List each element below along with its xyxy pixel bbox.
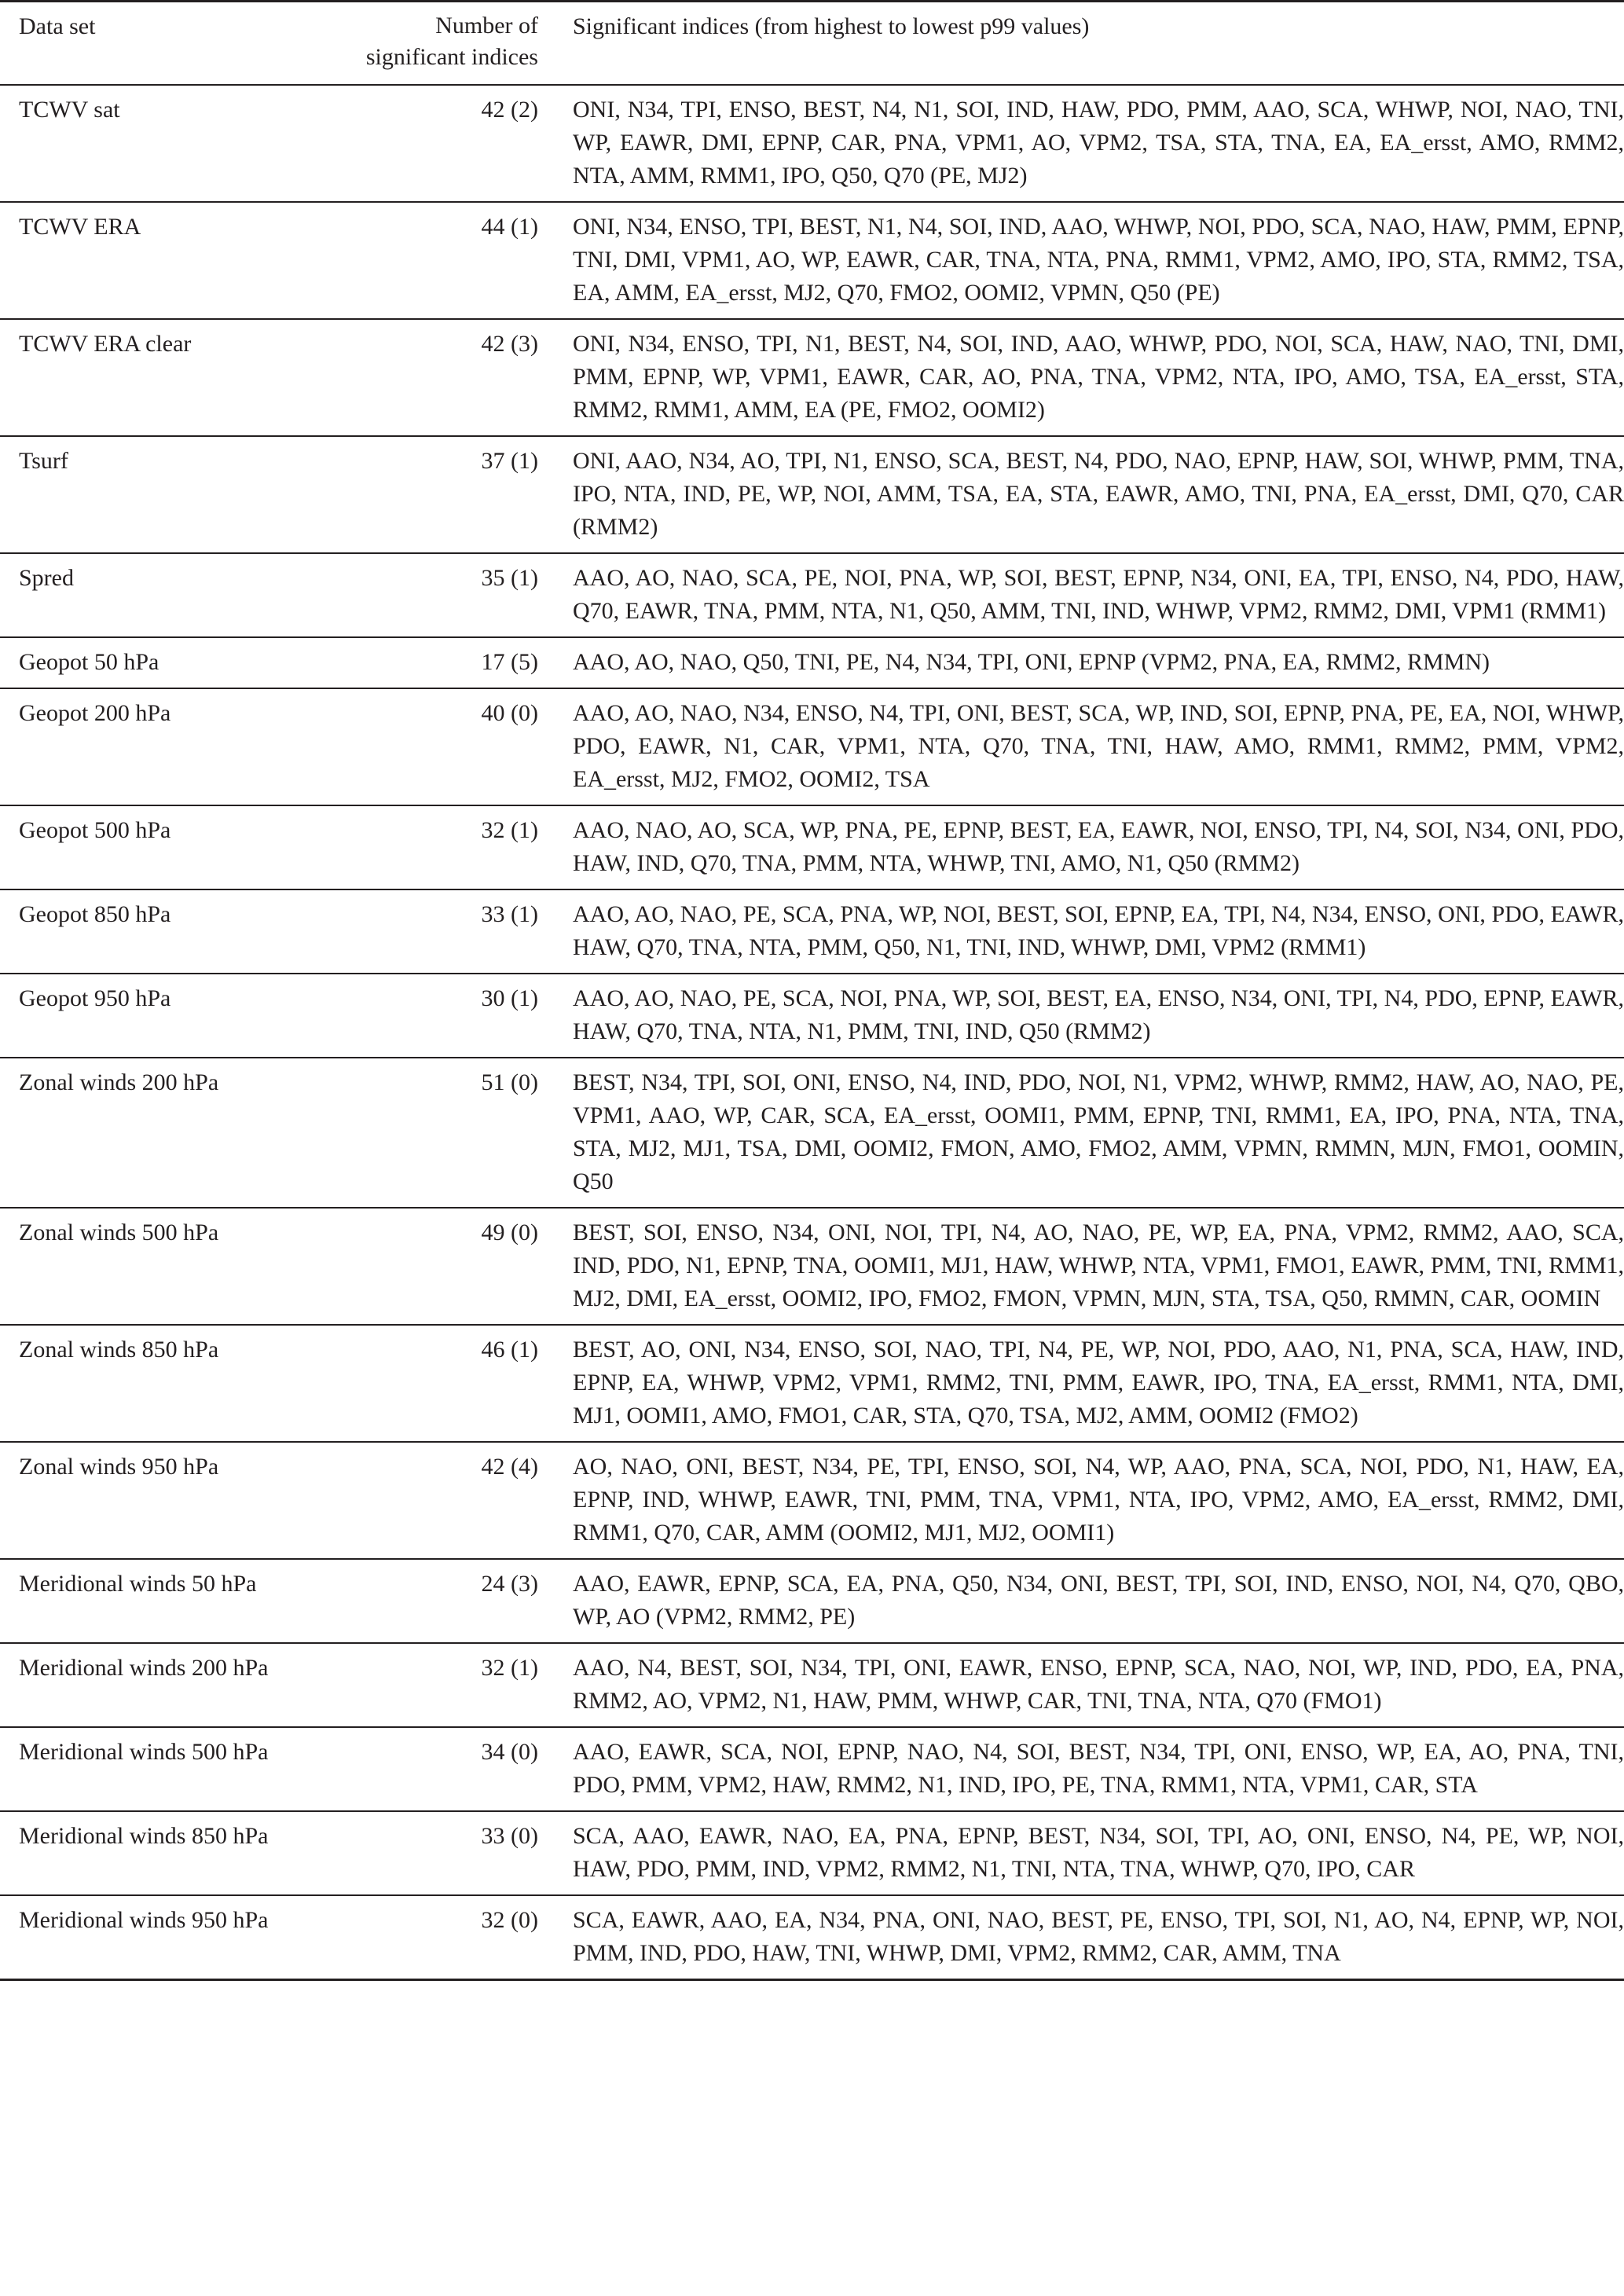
dataset-cell: Zonal winds 200 hPa	[19, 1069, 219, 1095]
dataset-cell: Meridional winds 850 hPa	[19, 1823, 269, 1849]
dataset-cell: Tsurf	[19, 448, 68, 474]
dataset-cell: Geopot 50 hPa	[19, 649, 159, 675]
count-cell: 40 (0)	[481, 700, 538, 726]
header-dataset: Data set	[0, 2, 326, 86]
count-cell: 32 (0)	[481, 1907, 538, 1933]
table-row	[0, 637, 1624, 688]
dataset-cell: Geopot 500 hPa	[19, 817, 171, 843]
count-cell: 44 (1)	[481, 214, 538, 240]
dataset-cell: TCWV ERA	[19, 214, 141, 240]
count-cell: 32 (1)	[481, 817, 538, 843]
indices-cell: ONI, N34, ENSO, TPI, BEST, N1, N4, SOI, IND, AAO, WHWP, NOI, PDO, SCA, NAO, HAW, PMM, EPNP, TNI, DMI, VPM1, AO, WP, EAWR, CAR, TNA, NTA, PNA, RMM1, VPM2, AMO, IPO, STA, RMM2, TSA, EA, AMM, EA_ersst, MJ2, Q70, FMO2, OOMI2, VPMN, Q50 (PE)	[573, 214, 1624, 306]
table-row	[0, 805, 1624, 889]
dataset-cell: Zonal winds 850 hPa	[19, 1337, 219, 1363]
header-indices: Significant indices (from highest to lowest p99 values)	[562, 2, 1624, 86]
dataset-cell: Meridional winds 200 hPa	[19, 1655, 269, 1681]
indices-cell: AAO, AO, NAO, PE, SCA, PNA, WP, NOI, BEST, SOI, EPNP, EA, TPI, N4, N34, ENSO, ONI, PDO, EAWR, HAW, Q70, TNA, NTA, PMM, Q50, N1, TNI, IND, WHWP, DMI, VPM2 (RMM1)	[573, 901, 1624, 960]
table-row	[0, 889, 1624, 974]
indices-cell: ONI, N34, TPI, ENSO, BEST, N4, N1, SOI, IND, HAW, PDO, PMM, AAO, SCA, WHWP, NOI, NAO, TNI, WP, EAWR, DMI, EPNP, CAR, PNA, VPM1, AO, VPM2, TSA, STA, TNA, EA, EA_ersst, AMO, RMM2, NTA, AMM, RMM1, IPO, Q50, Q70 (PE, MJ2)	[573, 97, 1624, 189]
count-cell: 42 (2)	[481, 97, 538, 123]
table-row	[0, 436, 1624, 553]
count-cell: 32 (1)	[481, 1655, 538, 1681]
indices-cell: ONI, N34, ENSO, TPI, N1, BEST, N4, SOI, IND, AAO, WHWP, PDO, NOI, SCA, HAW, NAO, TNI, DMI, PMM, EPNP, WP, VPM1, EAWR, CAR, AO, PNA, TNA, VPM2, NTA, IPO, AMO, TSA, EA_ersst, STA, RMM2, RMM1, AMM, EA (PE, FMO2, OOMI2)	[573, 331, 1624, 423]
table-row	[0, 319, 1624, 436]
indices-cell: AAO, EAWR, EPNP, SCA, EA, PNA, Q50, N34, ONI, BEST, TPI, SOI, IND, ENSO, NOI, N4, Q70, QBO, WP, AO (VPM2, RMM2, PE)	[573, 1571, 1624, 1630]
dataset-cell: Meridional winds 50 hPa	[19, 1571, 257, 1597]
table-row	[0, 85, 1624, 202]
dataset-cell: Geopot 950 hPa	[19, 985, 171, 1011]
table-row	[0, 1058, 1624, 1208]
table-row	[0, 1811, 1624, 1895]
dataset-cell: Geopot 200 hPa	[19, 700, 171, 726]
count-cell: 51 (0)	[481, 1069, 538, 1095]
count-cell: 17 (5)	[481, 649, 538, 675]
table-row	[0, 202, 1624, 319]
table-row	[0, 1559, 1624, 1643]
table-body	[0, 85, 1624, 1980]
indices-cell: BEST, SOI, ENSO, N34, ONI, NOI, TPI, N4, AO, NAO, PE, WP, EA, PNA, VPM2, RMM2, AAO, SCA, IND, PDO, N1, EPNP, TNA, OOMI1, MJ1, HAW, WHWP, NTA, VPM1, FMO1, EAWR, PMM, TNI, RMM1, MJ2, DMI, EA_ersst, OOMI2, IPO, FMO2, FMON, VPMN, MJN, STA, TSA, Q50, RMMN, CAR, OOMIN	[573, 1220, 1624, 1311]
table-row	[0, 1442, 1624, 1559]
indices-cell: AAO, N4, BEST, SOI, N34, TPI, ONI, EAWR, ENSO, EPNP, SCA, NAO, NOI, WP, IND, PDO, EA, PNA, RMM2, AO, VPM2, N1, HAW, PMM, WHWP, CAR, TNI, TNA, NTA, Q70 (FMO1)	[573, 1655, 1624, 1714]
table-header	[0, 2, 1624, 86]
dataset-cell: TCWV sat	[19, 97, 120, 123]
count-cell: 42 (3)	[481, 331, 538, 357]
dataset-cell: Geopot 850 hPa	[19, 901, 171, 927]
table-row	[0, 1727, 1624, 1811]
indices-cell: SCA, EAWR, AAO, EA, N34, PNA, ONI, NAO, BEST, PE, ENSO, TPI, SOI, N1, AO, N4, EPNP, WP, NOI, PMM, IND, PDO, HAW, TNI, WHWP, DMI, VPM2, RMM2, CAR, AMM, TNA	[573, 1907, 1624, 1966]
table-row	[0, 1325, 1624, 1442]
count-cell: 30 (1)	[481, 985, 538, 1011]
header-count	[326, 2, 562, 86]
table-row	[0, 553, 1624, 637]
dataset-cell: Meridional winds 500 hPa	[19, 1739, 269, 1765]
indices-cell: BEST, AO, ONI, N34, ENSO, SOI, NAO, TPI, N4, PE, WP, NOI, PDO, AAO, N1, PNA, SCA, HAW, IND, EPNP, EA, WHWP, VPM2, VPM1, RMM2, TNI, PMM, EAWR, IPO, TNA, EA_ersst, RMM1, NTA, DMI, MJ1, OOMI1, AMO, FMO1, CAR, STA, Q70, TSA, MJ2, AMM, OOMI2 (FMO2)	[573, 1337, 1624, 1429]
table-row	[0, 1643, 1624, 1727]
dataset-cell: Zonal winds 950 hPa	[19, 1454, 219, 1480]
indices-cell: AO, NAO, ONI, BEST, N34, PE, TPI, ENSO, SOI, N4, WP, AAO, PNA, SCA, NOI, PDO, N1, HAW, EA, EPNP, IND, WHWP, EAWR, TNI, PMM, TNA, VPM1, NTA, IPO, VPM2, AMO, EA_ersst, RMM2, DMI, RMM1, Q70, CAR, AMM (OOMI2, MJ1, MJ2, OOMI1)	[573, 1454, 1624, 1546]
dataset-cell: TCWV ERA clear	[19, 331, 192, 357]
indices-cell: BEST, N34, TPI, SOI, ONI, ENSO, N4, IND, PDO, NOI, N1, VPM2, WHWP, RMM2, HAW, AO, NAO, PE, VPM1, AAO, WP, CAR, SCA, EA_ersst, OOMI1, PMM, EPNP, TNI, RMM1, EA, IPO, PNA, NTA, TNA, STA, MJ2, MJ1, TSA, DMI, OOMI2, FMON, AMO, FMO2, AMM, VPMN, RMMN, MJN, FMO1, OOMIN, Q50	[573, 1069, 1624, 1194]
count-cell: 42 (4)	[481, 1454, 538, 1480]
dataset-cell: Meridional winds 950 hPa	[19, 1907, 269, 1933]
dataset-cell: Zonal winds 500 hPa	[19, 1220, 219, 1245]
count-cell: 37 (1)	[481, 448, 538, 474]
count-cell: 34 (0)	[481, 1739, 538, 1765]
indices-cell: SCA, AAO, EAWR, NAO, EA, PNA, EPNP, BEST, N34, SOI, TPI, AO, ONI, ENSO, N4, PE, WP, NOI, HAW, PDO, PMM, IND, VPM2, RMM2, N1, TNI, NTA, TNA, WHWP, Q70, IPO, CAR	[573, 1823, 1624, 1882]
indices-cell: AAO, AO, NAO, N34, ENSO, N4, TPI, ONI, BEST, SCA, WP, IND, SOI, EPNP, PNA, PE, EA, NOI, WHWP, PDO, EAWR, N1, CAR, VPM1, NTA, Q70, TNA, TNI, HAW, AMO, RMM1, RMM2, PMM, VPM2, EA_ersst, MJ2, FMO2, OOMI2, TSA	[573, 700, 1624, 792]
count-cell: 49 (0)	[481, 1220, 538, 1245]
indices-cell: AAO, EAWR, SCA, NOI, EPNP, NAO, N4, SOI, BEST, N34, TPI, ONI, ENSO, WP, EA, AO, PNA, TNI, PDO, PMM, VPM2, HAW, RMM2, N1, IND, IPO, PE, TNA, RMM1, NTA, VPM1, CAR, STA	[573, 1739, 1624, 1798]
indices-cell: ONI, AAO, N34, AO, TPI, N1, ENSO, SCA, BEST, N4, PDO, NAO, EPNP, HAW, SOI, WHWP, PMM, TNA, IPO, NTA, IND, PE, WP, NOI, AMM, TSA, EA, STA, EAWR, AMO, TNI, PNA, EA_ersst, DMI, Q70, CAR (RMM2)	[573, 448, 1624, 540]
indices-cell: AAO, AO, NAO, Q50, TNI, PE, N4, N34, TPI, ONI, EPNP (VPM2, PNA, EA, RMM2, RMMN)	[573, 649, 1490, 675]
count-cell: 24 (3)	[481, 1571, 538, 1597]
count-cell: 46 (1)	[481, 1337, 538, 1363]
header-row	[0, 2, 1624, 86]
table-row	[0, 688, 1624, 805]
table-row	[0, 974, 1624, 1058]
table-row	[0, 1208, 1624, 1325]
count-cell: 33 (1)	[481, 901, 538, 927]
indices-cell: AAO, AO, NAO, SCA, PE, NOI, PNA, WP, SOI, BEST, EPNP, N34, ONI, EA, TPI, ENSO, N4, PDO, HAW, Q70, EAWR, TNA, PMM, NTA, N1, Q50, AMM, TNI, IND, WHWP, VPM2, RMM2, DMI, VPM1 (RMM1)	[573, 565, 1624, 624]
count-cell: 35 (1)	[481, 565, 538, 591]
header-count-line1: Number of	[435, 13, 538, 39]
dataset-cell: Spred	[19, 565, 74, 591]
indices-cell: AAO, NAO, AO, SCA, WP, PNA, PE, EPNP, BEST, EA, EAWR, NOI, ENSO, TPI, N4, SOI, N34, ONI, PDO, HAW, IND, Q70, TNA, PMM, NTA, WHWP, TNI, AMO, N1, Q50 (RMM2)	[573, 817, 1624, 876]
indices-cell: AAO, AO, NAO, PE, SCA, NOI, PNA, WP, SOI, BEST, EA, ENSO, N34, ONI, TPI, N4, PDO, EPNP, EAWR, HAW, Q70, TNA, NTA, N1, PMM, TNI, IND, Q50 (RMM2)	[573, 985, 1624, 1044]
table-row	[0, 1895, 1624, 1980]
header-count-line2: significant indices	[365, 44, 538, 70]
count-cell: 33 (0)	[481, 1823, 538, 1849]
